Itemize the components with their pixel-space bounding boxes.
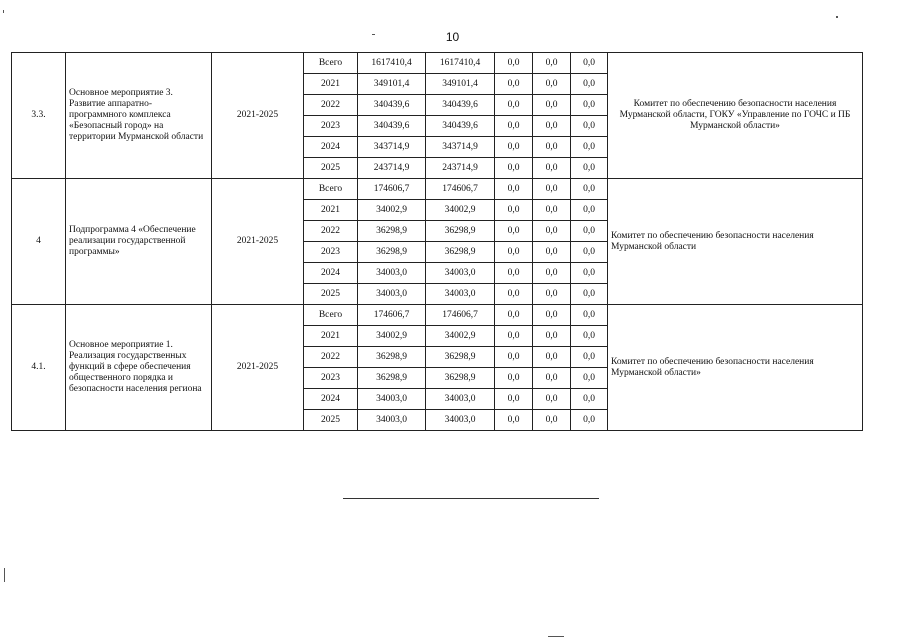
table-row xyxy=(12,305,863,326)
local-value: 0,0 xyxy=(533,53,571,74)
other-value: 0,0 xyxy=(571,347,608,368)
total-value: 34003,0 xyxy=(358,263,426,284)
total-value: 34003,0 xyxy=(358,389,426,410)
local-value: 0,0 xyxy=(533,284,571,305)
other-value: 0,0 xyxy=(571,74,608,95)
total-value: 343714,9 xyxy=(358,137,426,158)
regional-value: 36298,9 xyxy=(426,368,495,389)
group-period: 2021-2025 xyxy=(212,179,304,305)
group-code: 3.3. xyxy=(12,53,66,179)
local-value: 0,0 xyxy=(533,410,571,431)
local-value: 0,0 xyxy=(533,305,571,326)
local-value: 0,0 xyxy=(533,389,571,410)
federal-value: 0,0 xyxy=(495,116,533,137)
regional-value: 340439,6 xyxy=(426,95,495,116)
federal-value: 0,0 xyxy=(495,263,533,284)
year-cell: 2021 xyxy=(304,326,358,347)
other-value: 0,0 xyxy=(571,389,608,410)
year-cell: 2022 xyxy=(304,347,358,368)
year-cell: 2021 xyxy=(304,200,358,221)
year-cell: 2021 xyxy=(304,74,358,95)
year-cell: 2024 xyxy=(304,137,358,158)
regional-value: 343714,9 xyxy=(426,137,495,158)
total-value: 340439,6 xyxy=(358,116,426,137)
regional-value: 1617410,4 xyxy=(426,53,495,74)
group-period: 2021-2025 xyxy=(212,53,304,179)
local-value: 0,0 xyxy=(533,74,571,95)
other-value: 0,0 xyxy=(571,242,608,263)
federal-value: 0,0 xyxy=(495,284,533,305)
federal-value: 0,0 xyxy=(495,74,533,95)
total-value: 34002,9 xyxy=(358,200,426,221)
regional-value: 34003,0 xyxy=(426,263,495,284)
other-value: 0,0 xyxy=(571,95,608,116)
local-value: 0,0 xyxy=(533,242,571,263)
regional-value: 340439,6 xyxy=(426,116,495,137)
scan-speck xyxy=(548,636,564,637)
federal-value: 0,0 xyxy=(495,53,533,74)
total-value: 349101,4 xyxy=(358,74,426,95)
federal-value: 0,0 xyxy=(495,305,533,326)
total-value: 243714,9 xyxy=(358,158,426,179)
group-name: Подпрограмма 4 «Обеспечение реализации государственной программы» xyxy=(66,179,212,305)
group-name: Основное мероприятие 1. Реализация государственных функций в сфере обеспечения общественного порядка и безопасности населения региона xyxy=(66,305,212,431)
scan-speck xyxy=(372,34,375,35)
local-value: 0,0 xyxy=(533,347,571,368)
other-value: 0,0 xyxy=(571,326,608,347)
regional-value: 36298,9 xyxy=(426,347,495,368)
local-value: 0,0 xyxy=(533,263,571,284)
other-value: 0,0 xyxy=(571,368,608,389)
local-value: 0,0 xyxy=(533,368,571,389)
federal-value: 0,0 xyxy=(495,410,533,431)
regional-value: 34003,0 xyxy=(426,284,495,305)
other-value: 0,0 xyxy=(571,137,608,158)
total-value: 1617410,4 xyxy=(358,53,426,74)
total-value: 36298,9 xyxy=(358,242,426,263)
federal-value: 0,0 xyxy=(495,221,533,242)
total-value: 34003,0 xyxy=(358,410,426,431)
year-cell: 2024 xyxy=(304,263,358,284)
year-cell: 2022 xyxy=(304,95,358,116)
other-value: 0,0 xyxy=(571,410,608,431)
total-value: 174606,7 xyxy=(358,179,426,200)
other-value: 0,0 xyxy=(571,221,608,242)
total-value: 36298,9 xyxy=(358,221,426,242)
other-value: 0,0 xyxy=(571,263,608,284)
group-code: 4 xyxy=(12,179,66,305)
group-period: 2021-2025 xyxy=(212,305,304,431)
table-row xyxy=(12,53,863,74)
other-value: 0,0 xyxy=(571,116,608,137)
regional-value: 34003,0 xyxy=(426,410,495,431)
federal-value: 0,0 xyxy=(495,158,533,179)
responsible-executor: Комитет по обеспечению безопасности населения Мурманской области xyxy=(608,179,863,305)
group-code: 4.1. xyxy=(12,305,66,431)
federal-value: 0,0 xyxy=(495,368,533,389)
total-value: 174606,7 xyxy=(358,305,426,326)
page-number: 10 xyxy=(445,30,460,44)
other-value: 0,0 xyxy=(571,284,608,305)
regional-value: 243714,9 xyxy=(426,158,495,179)
scan-speck xyxy=(3,10,4,13)
federal-value: 0,0 xyxy=(495,242,533,263)
regional-value: 174606,7 xyxy=(426,179,495,200)
regional-value: 174606,7 xyxy=(426,305,495,326)
federal-value: 0,0 xyxy=(495,179,533,200)
regional-value: 34002,9 xyxy=(426,326,495,347)
total-value: 34002,9 xyxy=(358,326,426,347)
total-value: 36298,9 xyxy=(358,347,426,368)
year-cell: 2025 xyxy=(304,158,358,179)
other-value: 0,0 xyxy=(571,158,608,179)
other-value: 0,0 xyxy=(571,305,608,326)
year-cell: Всего xyxy=(304,53,358,74)
federal-value: 0,0 xyxy=(495,347,533,368)
year-cell: Всего xyxy=(304,179,358,200)
budget-table xyxy=(11,52,863,431)
year-cell: 2023 xyxy=(304,242,358,263)
group-name: Основное мероприятие 3. Развитие аппаратно-программного комплекса «Безопасный город» на территории Мурманской области xyxy=(66,53,212,179)
local-value: 0,0 xyxy=(533,95,571,116)
responsible-executor: Комитет по обеспечению безопасности населения Мурманской области, ГОКУ «Управление по ГОЧС и ПБ Мурманской области» xyxy=(608,53,863,179)
year-cell: 2025 xyxy=(304,410,358,431)
table-row xyxy=(12,179,863,200)
year-cell: Всего xyxy=(304,305,358,326)
year-cell: 2025 xyxy=(304,284,358,305)
federal-value: 0,0 xyxy=(495,95,533,116)
federal-value: 0,0 xyxy=(495,326,533,347)
regional-value: 349101,4 xyxy=(426,74,495,95)
year-cell: 2023 xyxy=(304,368,358,389)
year-cell: 2022 xyxy=(304,221,358,242)
year-cell: 2023 xyxy=(304,116,358,137)
regional-value: 34003,0 xyxy=(426,389,495,410)
local-value: 0,0 xyxy=(533,326,571,347)
closing-rule xyxy=(343,498,599,499)
local-value: 0,0 xyxy=(533,179,571,200)
local-value: 0,0 xyxy=(533,137,571,158)
regional-value: 34002,9 xyxy=(426,200,495,221)
scan-speck xyxy=(836,16,838,18)
total-value: 340439,6 xyxy=(358,95,426,116)
scan-speck xyxy=(4,568,5,582)
federal-value: 0,0 xyxy=(495,200,533,221)
local-value: 0,0 xyxy=(533,116,571,137)
total-value: 34003,0 xyxy=(358,284,426,305)
responsible-executor: Комитет по обеспечению безопасности населения Мурманской области» xyxy=(608,305,863,431)
federal-value: 0,0 xyxy=(495,389,533,410)
total-value: 36298,9 xyxy=(358,368,426,389)
local-value: 0,0 xyxy=(533,200,571,221)
federal-value: 0,0 xyxy=(495,137,533,158)
other-value: 0,0 xyxy=(571,200,608,221)
other-value: 0,0 xyxy=(571,179,608,200)
regional-value: 36298,9 xyxy=(426,221,495,242)
local-value: 0,0 xyxy=(533,221,571,242)
regional-value: 36298,9 xyxy=(426,242,495,263)
year-cell: 2024 xyxy=(304,389,358,410)
local-value: 0,0 xyxy=(533,158,571,179)
other-value: 0,0 xyxy=(571,53,608,74)
